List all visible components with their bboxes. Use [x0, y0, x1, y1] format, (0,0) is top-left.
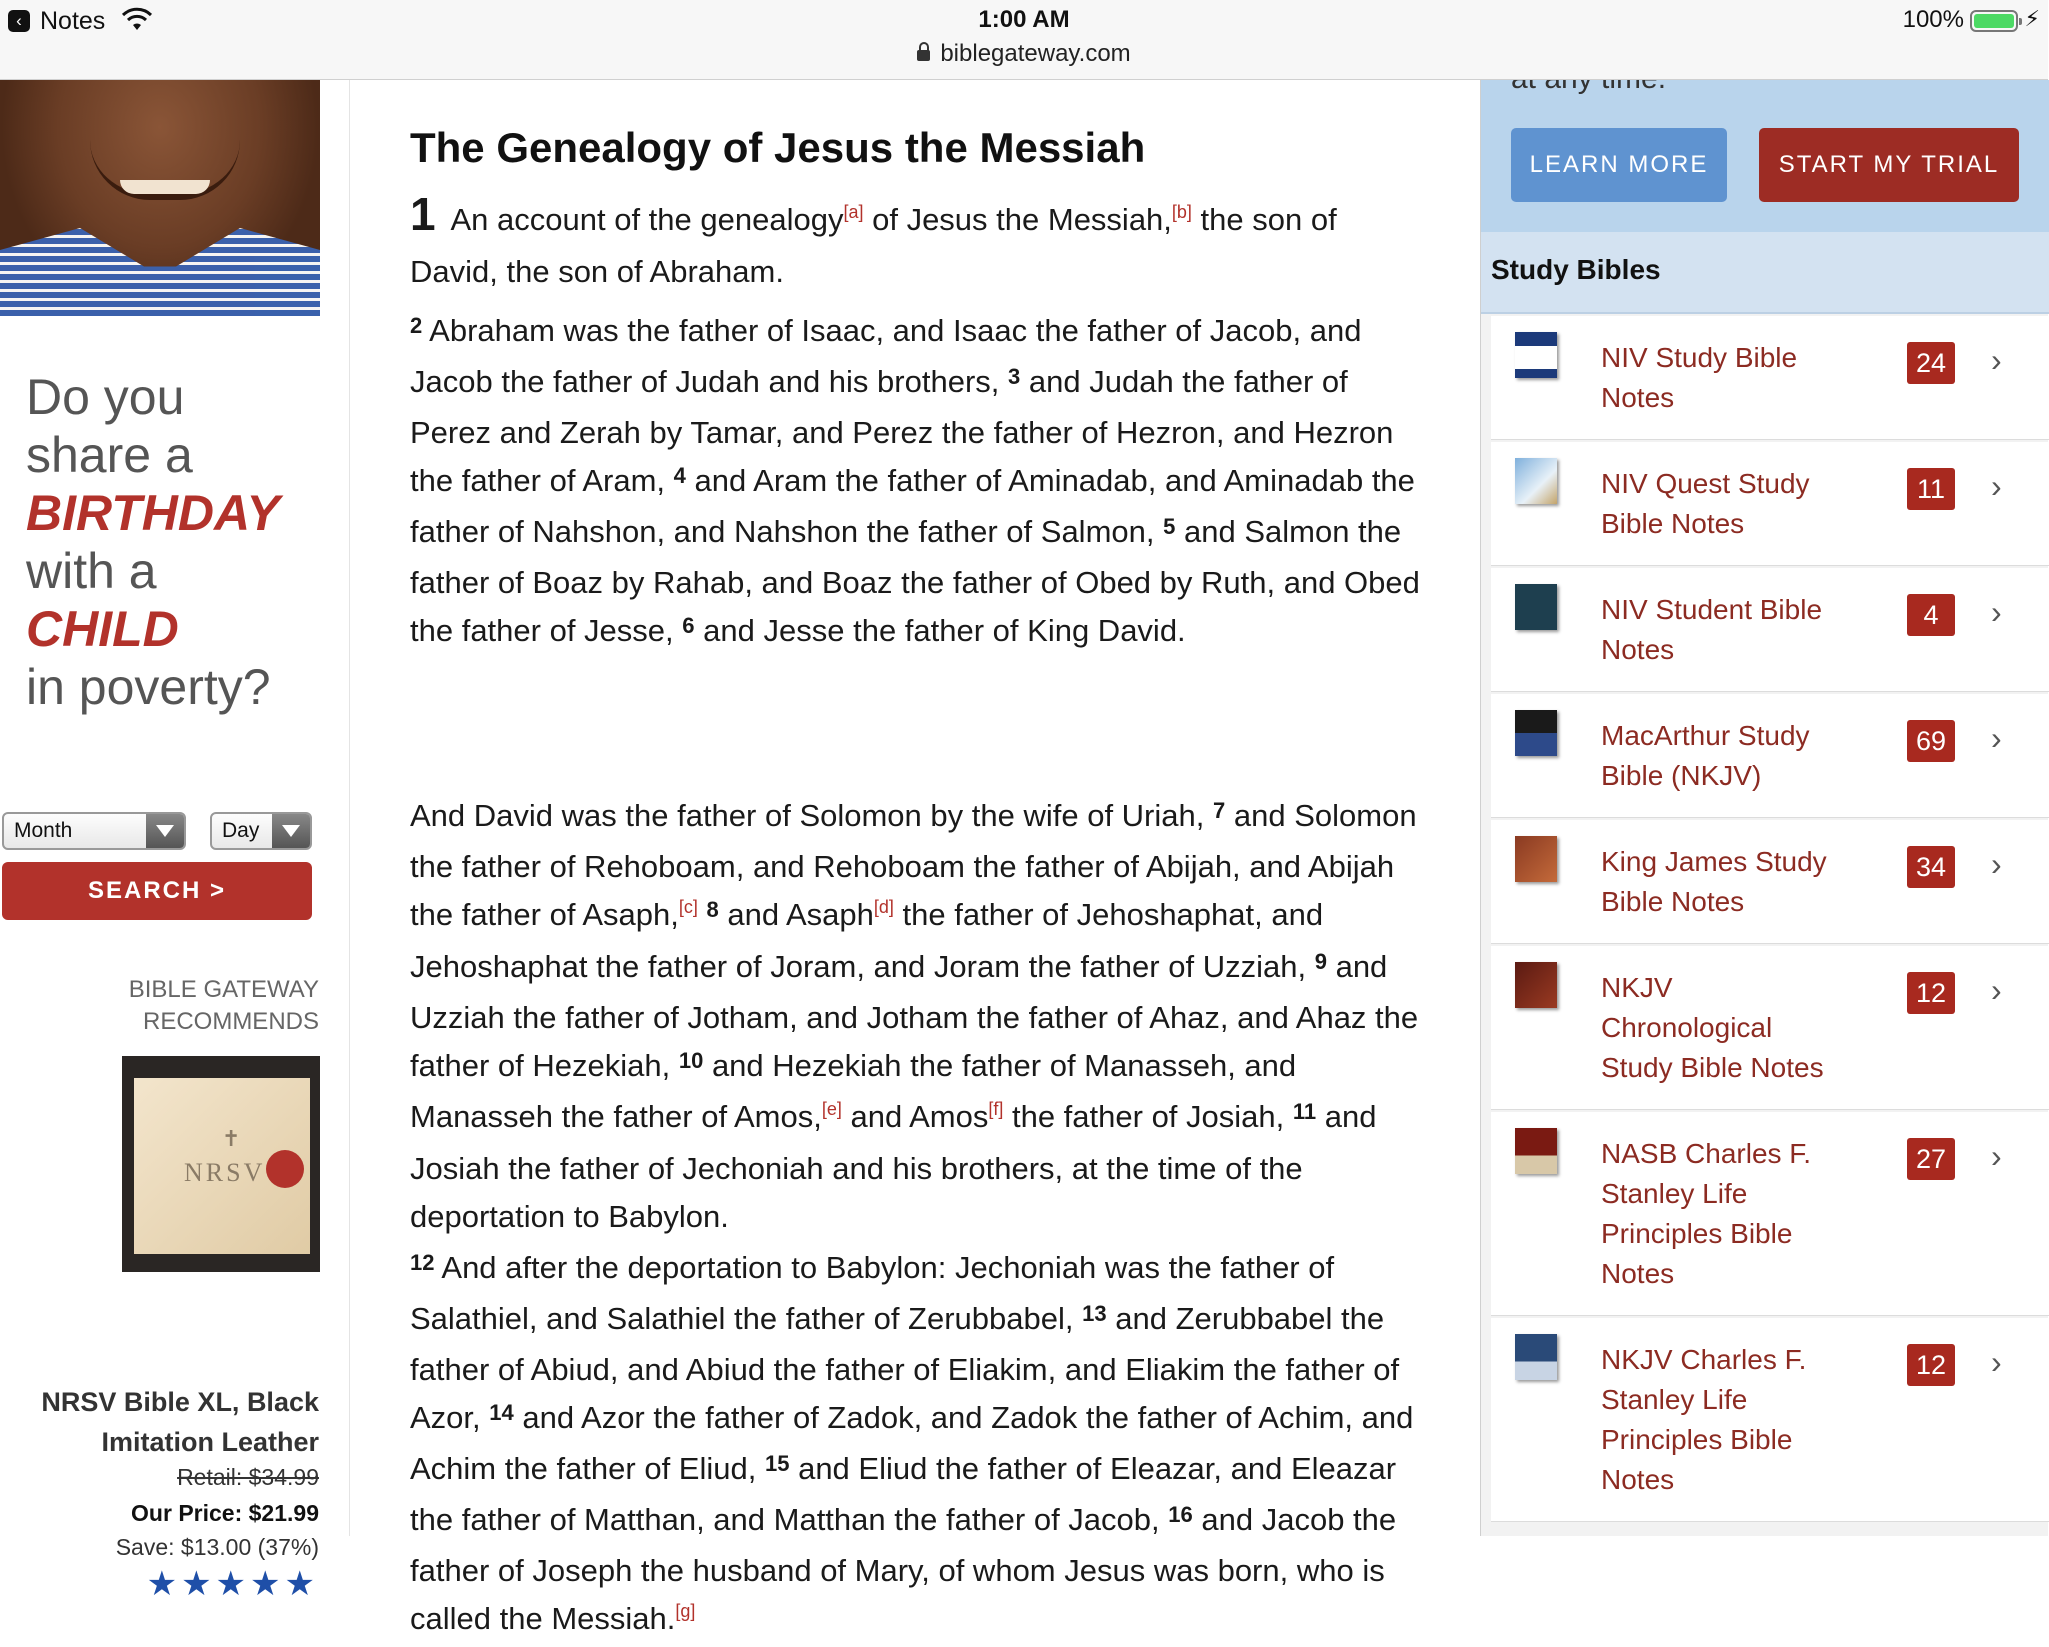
search-button[interactable]: SEARCH > — [2, 862, 312, 920]
study-bible-item[interactable] — [1491, 820, 2049, 944]
verse-text: and Solomon the father of Rehoboam, and Rehoboam the father of Abijah, and Abijah the father of Asaph, — [410, 798, 1417, 932]
charging-bolt-icon: ⚡ — [2024, 6, 2040, 31]
ad-line: share a — [26, 427, 193, 483]
footnote-link[interactable]: [b] — [1171, 202, 1192, 222]
cross-icon: ✝ — [222, 1126, 241, 1151]
notes-count-badge: 24 — [1907, 342, 1955, 384]
seal-icon — [266, 1150, 304, 1188]
notes-count-badge: 69 — [1907, 720, 1955, 762]
chevron-right-icon: › — [1991, 342, 2002, 378]
our-price: Our Price: $21.99 — [131, 1500, 319, 1526]
study-bible-title: NASB Charles F. Stanley Life Principles Bible Notes — [1601, 1138, 1812, 1289]
verse-text: and Amos — [841, 1099, 989, 1134]
study-bible-title: NIV Study Bible Notes — [1601, 342, 1798, 413]
verse-number: 5 — [1163, 514, 1176, 539]
battery-percentage: 100% — [1902, 6, 1964, 33]
book-thumbnail — [1515, 836, 1557, 882]
back-chevron-icon: ‹ — [8, 10, 30, 32]
verse-number: 2 — [410, 313, 423, 338]
study-bible-item[interactable] — [1491, 1318, 2049, 1522]
dropdown-arrow-icon — [146, 814, 184, 848]
recommends-line: BIBLE GATEWAY — [128, 976, 319, 1003]
verse-text: And David was the father of Solomon by the wife of Uriah, — [410, 798, 1205, 833]
study-bible-item[interactable] — [1491, 442, 2049, 566]
verse-text: and Aram the father of Aminadab, and Aminadab the father of Nahshon, and Nahshon the father of Salmon, — [410, 463, 1415, 549]
url-text: biblegateway.com — [940, 40, 1131, 67]
verse-text: and Salmon the father of Boaz by Rahab, and Boaz the father of Obed by Ruth, and Obed the father of Jesse, — [410, 514, 1420, 648]
footnote-link[interactable]: [e] — [821, 1099, 842, 1119]
book-thumbnail — [1515, 710, 1557, 756]
verse-number: 12 — [410, 1250, 435, 1275]
study-bible-item[interactable] — [1491, 946, 2049, 1110]
photo-shirt — [0, 206, 320, 316]
day-select[interactable] — [210, 812, 312, 850]
chevron-right-icon: › — [1991, 1344, 2002, 1380]
chevron-right-icon: › — [1991, 720, 2002, 756]
passage-paragraph — [410, 1244, 1420, 1647]
product-name-line: Imitation Leather — [101, 1427, 319, 1457]
chevron-right-icon: › — [1991, 972, 2002, 1008]
savings: Save: $13.00 (37%) — [115, 1534, 319, 1560]
notes-count-badge: 27 — [1907, 1138, 1955, 1180]
study-bible-item[interactable] — [1491, 316, 2049, 440]
verse-text: and Judah the father of Perez and Zerah by Tamar, and Perez the father of Hezron, and Hezron the father of Aram, — [410, 364, 1394, 498]
study-bible-item[interactable] — [1491, 1112, 2049, 1316]
battery-icon — [1970, 10, 2018, 32]
book-thumbnail — [1515, 458, 1557, 504]
right-sidebar — [1480, 80, 2048, 1536]
verse-number: 16 — [1168, 1502, 1193, 1527]
verse-number: 3 — [1008, 364, 1021, 389]
verse-text: and Uzziah the father of Jotham, and Jotham the father of Ahaz, and Ahaz the father of Hezekiah, — [410, 949, 1419, 1083]
verse-text: the father of Jehoshaphat, and Jehoshaphat the father of Joram, and Joram the father of Uzziah, — [410, 897, 1324, 984]
recommends-heading — [19, 974, 319, 1038]
dropdown-arrow-icon — [272, 814, 310, 848]
month-select-label: Month — [14, 819, 73, 842]
notes-count-badge: 12 — [1907, 972, 1955, 1014]
notes-count-badge: 34 — [1907, 846, 1955, 888]
verse-number: 8 — [706, 897, 719, 922]
start-trial-button[interactable]: START MY TRIAL — [1759, 128, 2019, 202]
study-bible-title: NIV Student Bible Notes — [1601, 594, 1823, 665]
verse-text: and Asaph — [727, 897, 874, 932]
ad-line-birthday: BIRTHDAY — [26, 485, 280, 541]
rating-stars-icon: ★★★★★ — [146, 1565, 319, 1603]
footnote-link[interactable]: [c] — [678, 897, 698, 917]
study-bible-title: MacArthur Study Bible (NKJV) — [1601, 720, 1810, 791]
product-name-line: NRSV Bible XL, Black — [41, 1387, 319, 1417]
verse-number: 6 — [682, 613, 695, 638]
learn-more-button[interactable]: LEARN MORE — [1511, 128, 1727, 202]
passage-paragraph — [410, 307, 1420, 658]
notes-count-badge: 11 — [1907, 468, 1955, 510]
verse-number: 14 — [489, 1400, 514, 1425]
passage-paragraph — [410, 792, 1420, 1241]
footnote-link[interactable]: [d] — [873, 897, 894, 917]
chevron-right-icon: › — [1991, 468, 2002, 504]
passage-paragraph — [410, 190, 1420, 296]
study-bible-title: NIV Quest Study Bible Notes — [1601, 468, 1810, 539]
verse-number: 15 — [764, 1451, 790, 1476]
book-cover-title: NRSV — [184, 1158, 266, 1187]
chevron-right-icon: › — [1991, 594, 2002, 630]
verse-number: 9 — [1314, 949, 1327, 974]
chevron-right-icon: › — [1991, 1138, 2002, 1174]
promo-banner — [1481, 80, 2049, 232]
verse-text: and Jesse the father of King David. — [703, 613, 1186, 648]
footnote-link[interactable]: [a] — [843, 202, 864, 222]
footnote-link[interactable]: [g] — [675, 1601, 696, 1621]
passage-heading: The Genealogy of Jesus the Messiah — [410, 124, 1146, 171]
ad-line-child: CHILD — [26, 601, 179, 657]
verse-text: and Jacob the father of Joseph the husband of Mary, of whom Jesus was born, who is called the Messiah. — [410, 1502, 1397, 1636]
study-bible-title: King James Study Bible Notes — [1601, 846, 1827, 917]
verse-number: 11 — [1292, 1099, 1317, 1124]
study-bibles-header — [1481, 232, 2049, 314]
book-thumbnail — [1515, 332, 1557, 378]
photo-teeth — [120, 180, 210, 194]
address-bar[interactable] — [0, 40, 2048, 68]
ad-line: in poverty? — [26, 659, 271, 715]
left-ad-column — [0, 80, 350, 1603]
month-select[interactable] — [2, 812, 186, 850]
verse-text: and Hezekiah the father of Manasseh, and Manasseh the father of Amos, — [410, 1048, 1297, 1134]
footnote-link[interactable]: [f] — [988, 1099, 1004, 1119]
verse-text: the father of Josiah, — [1003, 1099, 1285, 1134]
notes-count-badge: 4 — [1907, 594, 1955, 636]
retail-price: Retail: $34.99 — [177, 1464, 319, 1490]
verse-text: An account of the genealogy — [450, 202, 844, 237]
chevron-right-icon: › — [1991, 846, 2002, 882]
verse-text: Abraham was the father of Isaac, and Isaac the father of Jacob, and Jacob the father of Judah and his brothers, — [410, 313, 1362, 399]
chapter-number: 1 — [410, 188, 436, 240]
lock-icon — [917, 50, 930, 61]
recommends-line: RECOMMENDS — [142, 1008, 319, 1035]
verse-number: 7 — [1213, 798, 1226, 823]
ios-status-bar — [0, 0, 2048, 80]
status-time: 1:00 AM — [978, 6, 1070, 33]
book-thumbnail — [1515, 1334, 1557, 1380]
verse-text: and Zerubbabel the father of Abiud, and Abiud the father of Eliakim, and Eliakim the father of Azor, — [410, 1301, 1400, 1435]
day-select-label: Day — [222, 819, 260, 842]
book-thumbnail — [1515, 584, 1557, 630]
verse-text: of Jesus the Messiah, — [863, 202, 1172, 237]
verse-text: the son of David, the son of Abraham. — [410, 202, 1337, 289]
ad-child-photo[interactable] — [0, 80, 320, 316]
ad-headline[interactable] — [26, 368, 326, 716]
ad-line: Do you — [26, 369, 185, 425]
book-thumbnail — [1515, 962, 1557, 1008]
verse-number: 4 — [673, 463, 686, 488]
study-bible-title: NKJV Chronological Study Bible Notes — [1601, 972, 1824, 1083]
study-bible-title: NKJV Charles F. Stanley Life Principles Bible Notes — [1601, 1344, 1807, 1495]
book-cover — [134, 1078, 310, 1254]
back-label: Notes — [40, 6, 106, 35]
verse-text: and Josiah the father of Jechoniah and his brothers, at the time of the deportation to Babylon. — [410, 1099, 1377, 1234]
verse-text: and Eliud the father of Eleazar, and Eleazar the father of Matthan, and Matthan the father of Jacob, — [410, 1451, 1397, 1537]
notes-count-badge: 12 — [1907, 1344, 1955, 1386]
nrsv-bible-image[interactable] — [122, 1056, 320, 1272]
verse-text: and Azor the father of Zadok, and Zadok the father of Achim, and Achim the father of Eliud, — [410, 1400, 1414, 1486]
verse-number: 13 — [1082, 1301, 1107, 1326]
book-thumbnail — [1515, 1128, 1557, 1174]
study-bible-item[interactable] — [1491, 568, 2049, 692]
product-name-link[interactable] — [0, 1382, 319, 1462]
study-bibles-title: Study Bibles — [1491, 254, 1661, 285]
ad-line: with a — [26, 543, 157, 599]
study-bible-item[interactable] — [1491, 694, 2049, 818]
verse-number: 10 — [678, 1048, 704, 1073]
verse-text: And after the deportation to Babylon: Jechoniah was the father of Salathiel, and Salathiel the father of Zerubbabel, — [410, 1250, 1335, 1336]
passage-content — [410, 80, 1420, 1636]
